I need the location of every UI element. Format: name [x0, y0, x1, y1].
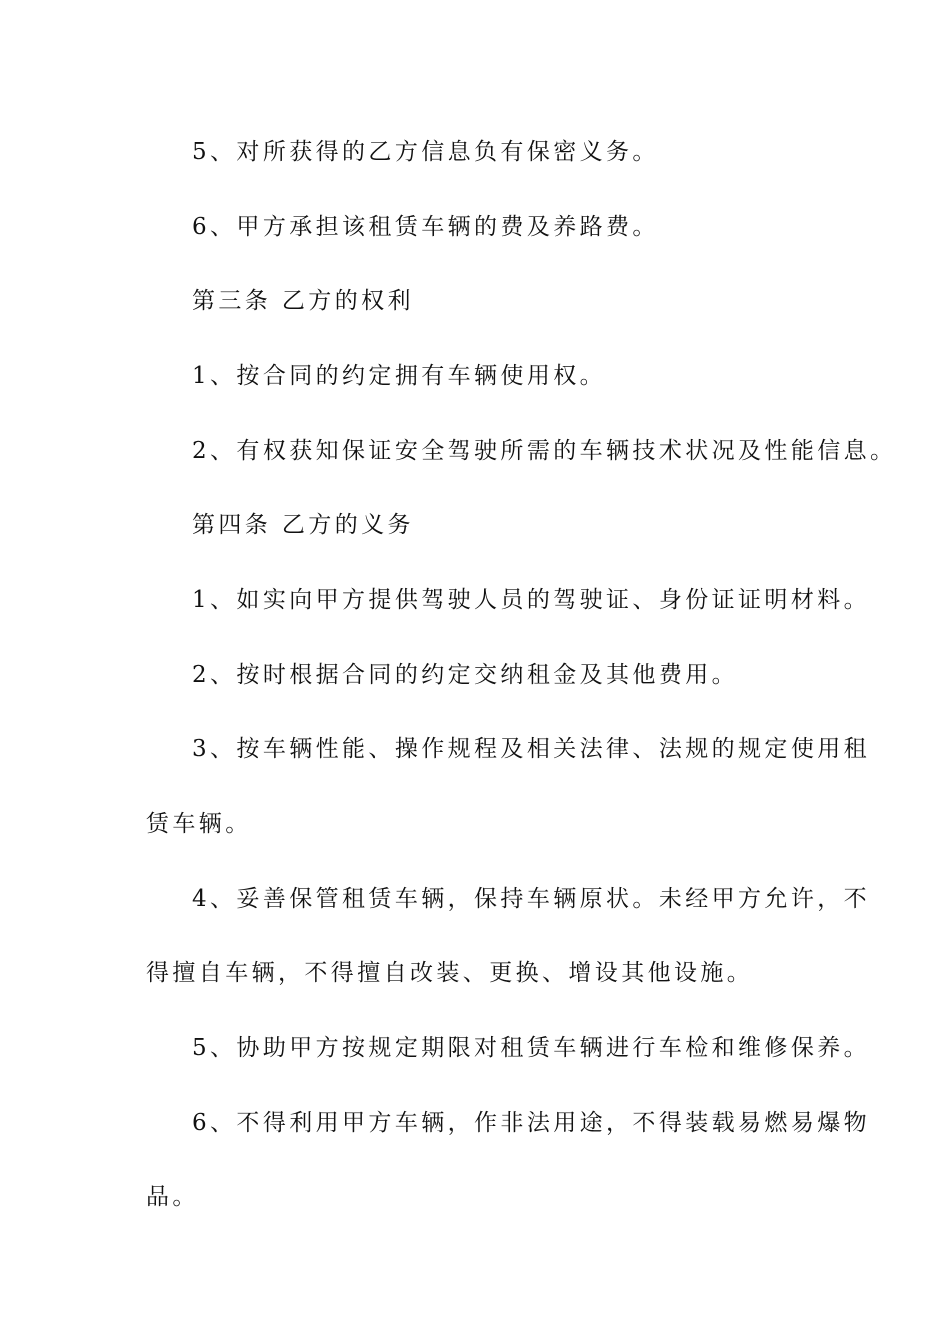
clause-party-b-right-1: 1、按合同的约定拥有车辆使用权。: [192, 363, 607, 389]
clause-party-b-right-2: 2、有权获知保证安全驾驶所需的车辆技术状况及性能信息。: [192, 438, 897, 464]
clause-party-a-duty-6: 6、甲方承担该租赁车辆的费及养路费。: [192, 214, 659, 240]
clause-party-b-duty-6-line-2: 品。: [146, 1184, 199, 1210]
article-4-heading: 第四条 乙方的义务: [192, 512, 414, 538]
clause-party-b-duty-4-line-1: 4、妥善保管租赁车辆，保持车辆原状。未经甲方允许，不: [192, 886, 871, 912]
clause-party-b-duty-5: 5、协助甲方按规定期限对租赁车辆进行车检和维修保养。: [192, 1035, 871, 1061]
clause-party-b-duty-4-line-2: 得擅自车辆，不得擅自改装、更换、增设其他设施。: [146, 960, 754, 986]
clause-party-b-duty-2: 2、按时根据合同的约定交纳租金及其他费用。: [192, 662, 739, 688]
clause-party-b-duty-6-line-1: 6、不得利用甲方车辆，作非法用途，不得装载易燃易爆物: [192, 1110, 871, 1136]
clause-party-b-duty-1: 1、如实向甲方提供驾驶人员的驾驶证、身份证证明材料。: [192, 587, 871, 613]
article-3-heading: 第三条 乙方的权利: [192, 288, 414, 314]
clause-party-b-duty-3-line-2: 赁车辆。: [146, 811, 252, 837]
clause-party-b-duty-3-line-1: 3、按车辆性能、操作规程及相关法律、法规的规定使用租: [192, 736, 871, 762]
clause-party-a-duty-5: 5、对所获得的乙方信息负有保密义务。: [192, 139, 659, 165]
